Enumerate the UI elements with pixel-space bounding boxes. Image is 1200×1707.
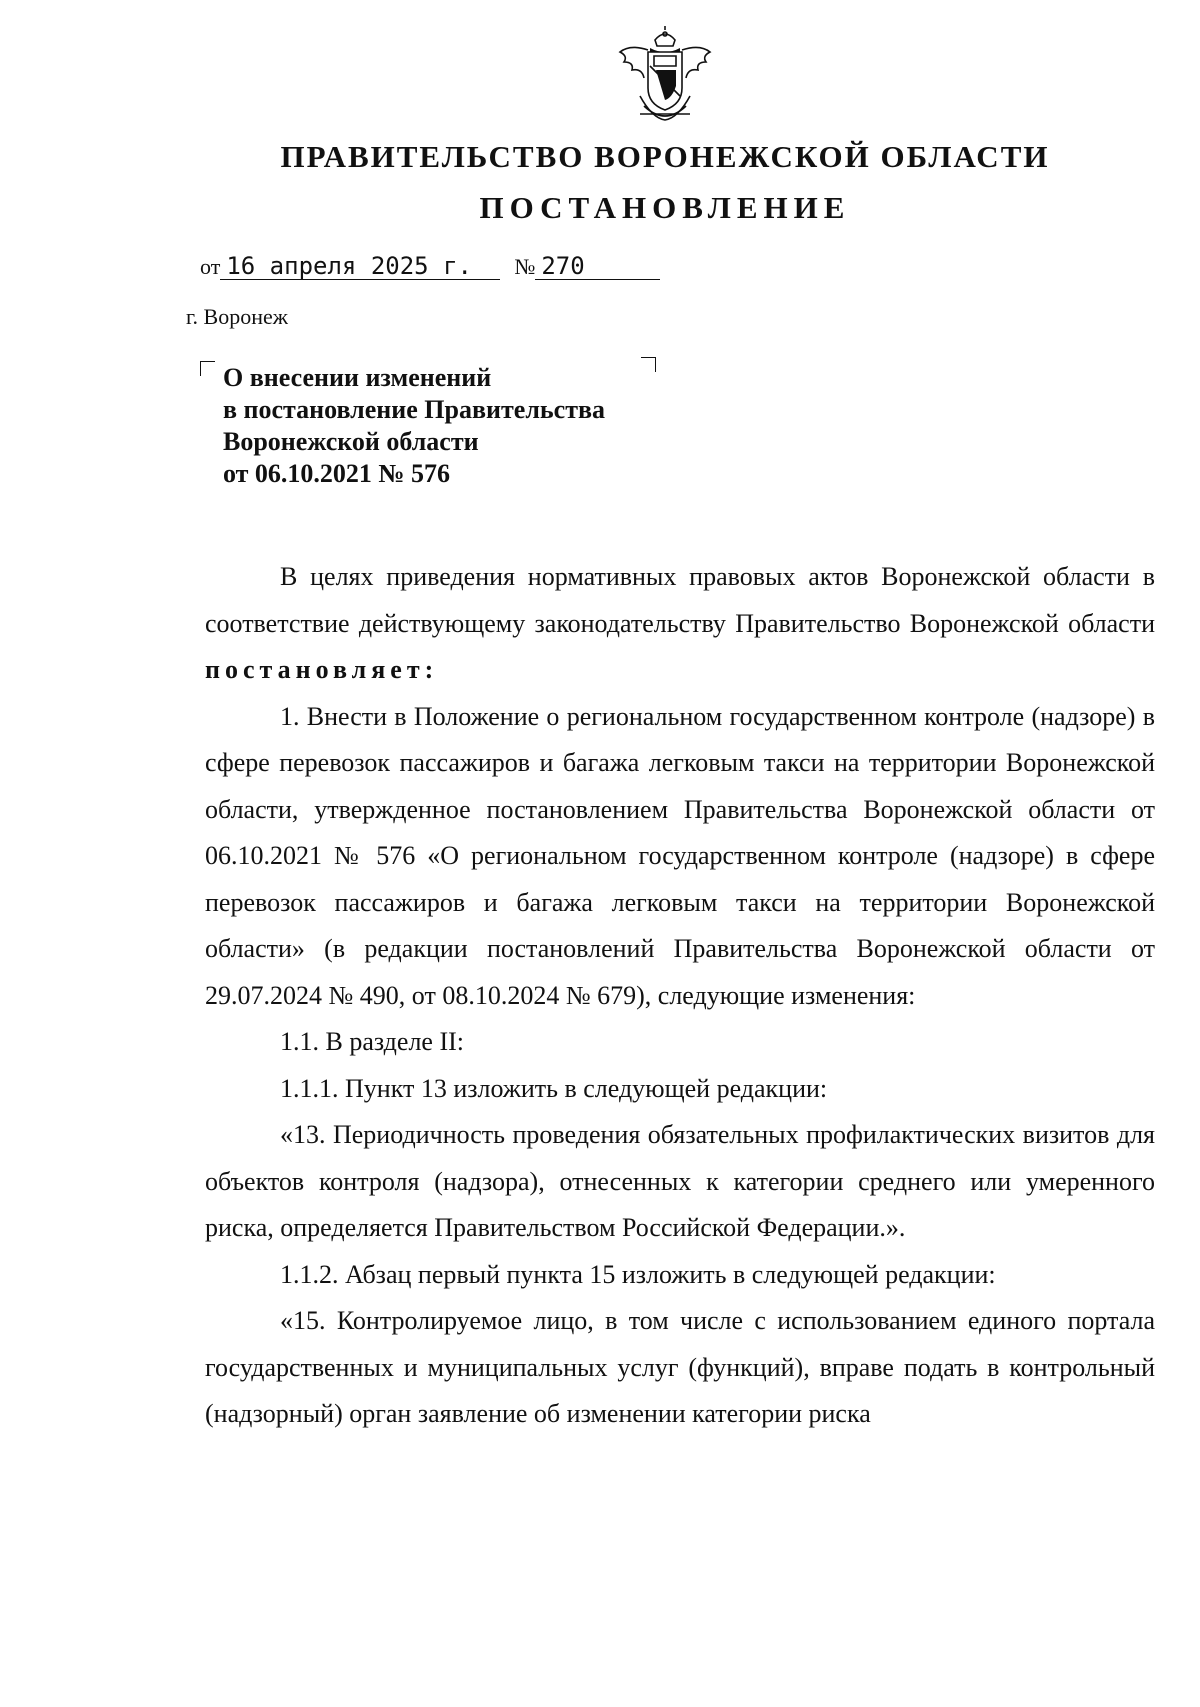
organization-title: ПРАВИТЕЛЬСТВО ВОРОНЕЖСКОЙ ОБЛАСТИ [280,139,1050,174]
preamble-text: В целях приведения нормативных правовых актов Воронежской области в соответствие действующему законодательству Правительство Воронежской области [205,562,1155,638]
body-paragraph: «13. Периодичность проведения обязательных профилактических визитов для объектов контроля (надзора), отнесенных к категории среднего или умеренного риска, определяется Правительством Российской Федерации.». [205,1120,1155,1242]
body-paragraph: 1.1.1. Пункт 13 изложить в следующей редакции: [280,1073,828,1103]
body-paragraph: «15. Контролируемое лицо, в том числе с использованием единого портала государственных и муниципальных услуг (функций), вправе подать в контрольный (надзорный) орган заявление об изменении категории риска [205,1306,1155,1428]
coat-of-arms-icon [610,26,720,126]
body-paragraph: 1.1.2. Абзац первый пункта 15 изложить в следующей редакции: [280,1259,996,1289]
document-number: 270 [535,253,660,280]
date-prefix: от [200,254,221,279]
city: г. Воронеж [186,304,288,329]
document-subject [223,362,703,490]
subject-line: Воронежской области [223,427,479,456]
body-paragraph: 1.1. В разделе II: [280,1027,465,1056]
resolves-word: постановляет: [205,655,439,684]
subject-line: от 06.10.2021 № 576 [223,459,451,488]
number-sign: № [514,254,536,279]
date-number-line [200,253,660,280]
body-paragraph: 1. Внести в Положение о региональном государственном контроле (надзоре) в сфере перевозок пассажиров и багажа легковым такси на территории Воронежской области, утвержденное постановлением Правительства Воронежской области от 06.10.2021 № 576 «О региональном государственном контроле (надзоре) в сфере перевозок пассажиров и багажа легковым такси на территории Воронежской области» (в редакции постановлений Правительства Воронежской области от 29.07.2024 № 490, от 08.10.2024 № 679), следующие изменения: [205,701,1155,1010]
document-type: ПОСТАНОВЛЕНИЕ [479,190,851,225]
document-body [205,554,1155,1438]
document-date: 16 апреля 2025 г. [220,253,500,280]
subject-line: О внесении изменений [223,363,492,392]
subject-corner-left [200,361,215,376]
subject-line: в постановление Правительства [223,395,606,424]
preamble-paragraph [205,554,1155,694]
